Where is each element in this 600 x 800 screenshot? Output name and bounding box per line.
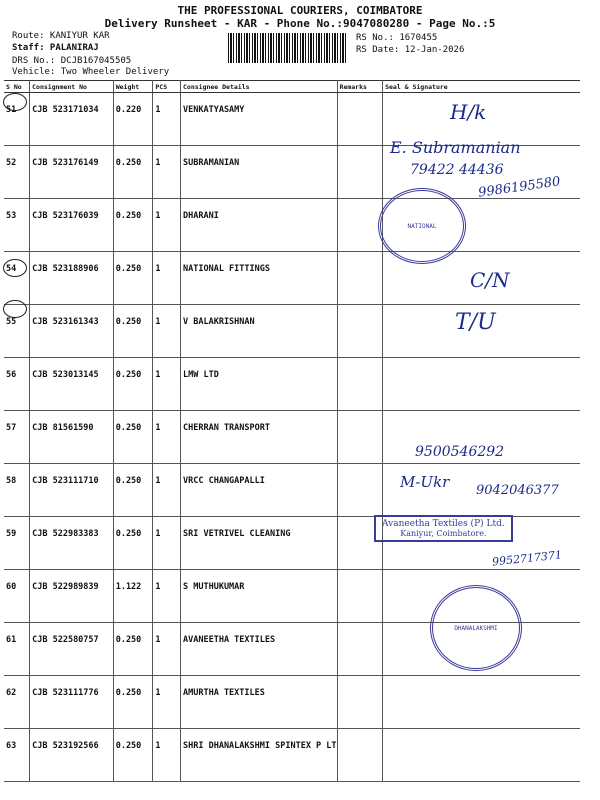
consignment-number: CJB 523161343 [30, 305, 114, 358]
signature-row56: T/U [455, 310, 496, 335]
col-header-remarks: Remarks [337, 81, 383, 93]
remarks-cell [337, 464, 383, 517]
signature-row62-phone: 9952717371 [491, 548, 563, 569]
serial-number: 51 [4, 93, 30, 146]
consignee-name: NATIONAL FITTINGS [181, 252, 338, 305]
consignment-number: CJB 522983383 [30, 517, 114, 570]
signature-cell [383, 729, 580, 782]
drs-number: DRS No.: DCJB167045505 [12, 56, 132, 66]
document-subtitle: Delivery Runsheet - KAR - Phone No.:9047080280 - Page No.:5 [104, 17, 496, 30]
remarks-cell [337, 570, 383, 623]
signature-row52-phone: 79422 44436 [410, 162, 504, 178]
serial-number: 59 [4, 517, 30, 570]
serial-number: 54 [4, 252, 30, 305]
signature-row59-phone: 9500546292 [415, 444, 505, 460]
remarks-cell [337, 93, 383, 146]
table-row [4, 729, 580, 782]
table-header-row [4, 81, 580, 93]
serial-number: 60 [4, 570, 30, 623]
weight: 0.250 [113, 199, 153, 252]
pieces: 1 [153, 146, 181, 199]
remarks-cell [337, 199, 383, 252]
col-header-pcs: PCS [153, 81, 181, 93]
remarks-cell [337, 676, 383, 729]
consignment-number: CJB 523176039 [30, 199, 114, 252]
weight: 0.250 [113, 729, 153, 782]
avaneetha-textiles-seal [374, 515, 513, 542]
consignee-name: S MUTHUKUMAR [181, 570, 338, 623]
remarks-cell [337, 305, 383, 358]
consignee-name: VENKATYASAMY [181, 93, 338, 146]
consignment-number: CJB 523192566 [30, 729, 114, 782]
signature-cell [383, 358, 580, 411]
pieces: 1 [153, 411, 181, 464]
serial-number: 55 [4, 305, 30, 358]
row-51-circle-mark [3, 93, 27, 111]
consignee-name: V BALAKRISHNAN [181, 305, 338, 358]
dhanalakshmi-seal: DHANALAKSHMI [430, 585, 522, 671]
signature-row53-phone: 9986195580 [477, 174, 562, 201]
pieces: 1 [153, 517, 181, 570]
rs-date: RS Date: 12-Jan-2026 [356, 45, 465, 55]
serial-number: 61 [4, 623, 30, 676]
pieces: 1 [153, 93, 181, 146]
consignee-name: VRCC CHANGAPALLI [181, 464, 338, 517]
col-header-sno: S No [4, 81, 30, 93]
route-label: Route: KANIYUR KAR [12, 31, 110, 41]
weight: 0.250 [113, 358, 153, 411]
barcode [228, 33, 348, 63]
col-header-consignee: Consignee Details [181, 81, 338, 93]
table-row [4, 358, 580, 411]
weight: 0.250 [113, 676, 153, 729]
seal-company-place: Kaniyur, Coimbatore. [400, 529, 487, 538]
pieces: 1 [153, 199, 181, 252]
pieces: 1 [153, 623, 181, 676]
signature-row60-phone: 9042046377 [476, 483, 559, 498]
pieces: 1 [153, 729, 181, 782]
signature-cell [383, 676, 580, 729]
pieces: 1 [153, 305, 181, 358]
serial-number: 63 [4, 729, 30, 782]
pieces: 1 [153, 358, 181, 411]
serial-number: 58 [4, 464, 30, 517]
seal-company-name: Avaneetha Textiles (P) Ltd. [382, 519, 505, 529]
weight: 0.250 [113, 517, 153, 570]
consignee-name: LMW LTD [181, 358, 338, 411]
rs-number: RS No.: 1670455 [356, 33, 438, 43]
serial-number: 62 [4, 676, 30, 729]
serial-number: 52 [4, 146, 30, 199]
weight: 0.250 [113, 411, 153, 464]
remarks-cell [337, 411, 383, 464]
serial-number: 56 [4, 358, 30, 411]
col-header-signature: Seal & Signature [383, 81, 580, 93]
remarks-cell [337, 252, 383, 305]
weight: 1.122 [113, 570, 153, 623]
pieces: 1 [153, 676, 181, 729]
pieces: 1 [153, 570, 181, 623]
row-56-circle-mark [3, 300, 27, 318]
remarks-cell [337, 358, 383, 411]
staff-label: Staff: PALANIRAJ [12, 43, 99, 53]
signature-row52-name: E. Subramanian [390, 138, 521, 157]
serial-number: 53 [4, 199, 30, 252]
consignment-number: CJB 523013145 [30, 358, 114, 411]
signature-row55: C/N [470, 268, 510, 292]
document-title: THE PROFESSIONAL COURIERS, COIMBATORE [177, 4, 423, 17]
consignment-number: CJB 523111710 [30, 464, 114, 517]
remarks-cell [337, 146, 383, 199]
consignee-name: AVANEETHA TEXTILES [181, 623, 338, 676]
pieces: 1 [153, 252, 181, 305]
national-fittings-seal: NATIONAL [378, 188, 466, 264]
consignee-name: SUBRAMANIAN [181, 146, 338, 199]
weight: 0.250 [113, 464, 153, 517]
remarks-cell [337, 729, 383, 782]
serial-number: 57 [4, 411, 30, 464]
row-55-circle-mark [3, 259, 27, 277]
col-header-weight: Weight [113, 81, 153, 93]
consignee-name: SHRI DHANALAKSHMI SPINTEX P LT [181, 729, 338, 782]
weight: 0.250 [113, 146, 153, 199]
consignment-number: CJB 523188906 [30, 252, 114, 305]
consignee-name: CHERRAN TRANSPORT [181, 411, 338, 464]
consignment-number: CJB 523171034 [30, 93, 114, 146]
weight: 0.220 [113, 93, 153, 146]
consignment-number: CJB 81561590 [30, 411, 114, 464]
consignee-name: DHARANI [181, 199, 338, 252]
consignment-number: CJB 522989839 [30, 570, 114, 623]
consignee-name: SRI VETRIVEL CLEANING [181, 517, 338, 570]
consignment-number: CJB 523111776 [30, 676, 114, 729]
weight: 0.250 [113, 305, 153, 358]
pieces: 1 [153, 464, 181, 517]
remarks-cell [337, 623, 383, 676]
signature-row51: H/k [450, 100, 487, 124]
table-row [4, 199, 580, 252]
table-row [4, 676, 580, 729]
col-header-consignment: Consignment No [30, 81, 114, 93]
weight: 0.250 [113, 252, 153, 305]
consignment-number: CJB 523176149 [30, 146, 114, 199]
consignee-name: AMURTHA TEXTILES [181, 676, 338, 729]
consignment-number: CJB 522580757 [30, 623, 114, 676]
vehicle-label: Vehicle: Two Wheeler Delivery [12, 67, 170, 77]
weight: 0.250 [113, 623, 153, 676]
signature-row60-name: M-Ukr [400, 473, 450, 491]
